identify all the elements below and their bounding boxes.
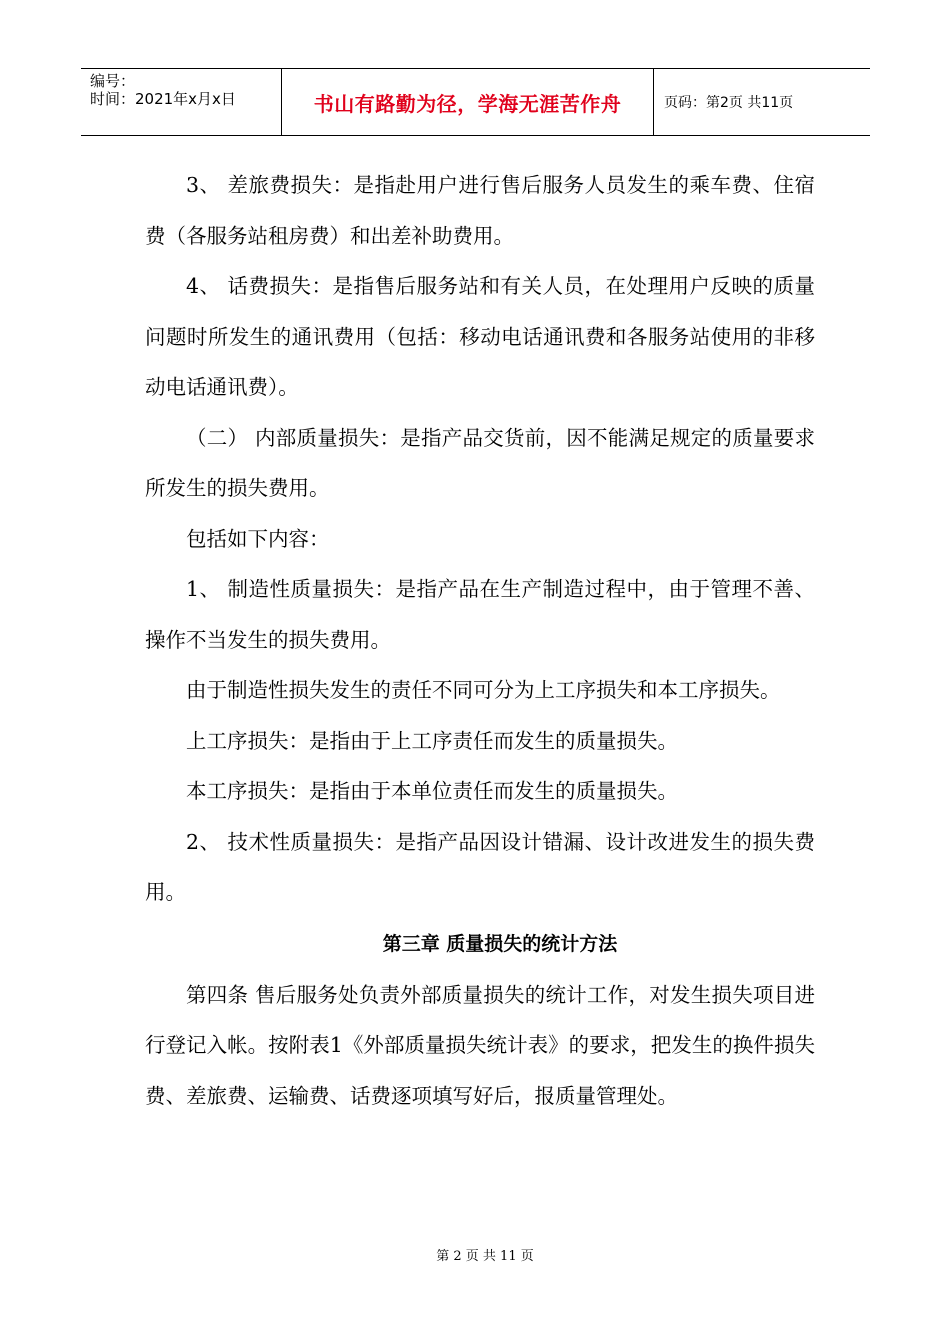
number-label: 编号：: [90, 72, 136, 90]
paragraph: 1、 制造性质量损失：是指产品在生产制造过程中，由于管理不善、操作不当发生的损失费用。: [145, 577, 815, 652]
paragraph: （二） 内部质量损失：是指产品交货前，因不能满足规定的质量要求所发生的损失费用。: [145, 425, 815, 500]
paragraph: 由于制造性损失发生的责任不同可分为上工序损失和本工序损失。: [186, 678, 781, 702]
article-paragraph: 第四条 售后服务处负责外部质量损失的统计工作，对发生损失项目进行登记入帐。按附表1《外部质量损失统计表》的要求，把发生的换件损失费、差旅费、运输费、话费逐项填写好后，报质量管理处。: [145, 982, 815, 1108]
header-motto-cell: [282, 69, 654, 135]
chapter-heading: 第三章 质量损失的统计方法: [382, 932, 618, 955]
page-footer: 第 2 页 共 11 页: [436, 1249, 534, 1264]
document-header: [81, 68, 870, 136]
paragraph: 4、 话费损失：是指售后服务站和有关人员，在处理用户反映的质量问题时所发生的通讯费用（包括：移动电话通讯费和各服务站使用的非移动电话通讯费）。: [145, 274, 815, 399]
paragraph: 上工序损失：是指由于上工序责任而发生的质量损失。: [186, 728, 678, 753]
paragraph: 3、 差旅费损失：是指赴用户进行售后服务人员发生的乘车费、住宿费（各服务站租房费）和出差补助费用。: [145, 173, 815, 248]
motto-text: 书山有路勤为径，学海无涯苦作舟: [313, 91, 622, 116]
header-meta-cell: [81, 69, 282, 135]
paragraph: 本工序损失：是指由于本单位责任而发生的质量损失。: [186, 779, 678, 803]
document-body: [145, 160, 815, 1121]
page-code: 页码：第2页 共11页: [664, 95, 794, 111]
header-page-cell: [654, 69, 870, 135]
paragraph: 2、 技术性质量损失：是指产品因设计错漏、设计改进发生的损失费用。: [145, 829, 815, 904]
time-label: 时间：2021年x月x日: [90, 90, 236, 108]
paragraph: 包括如下内容：: [186, 526, 330, 551]
